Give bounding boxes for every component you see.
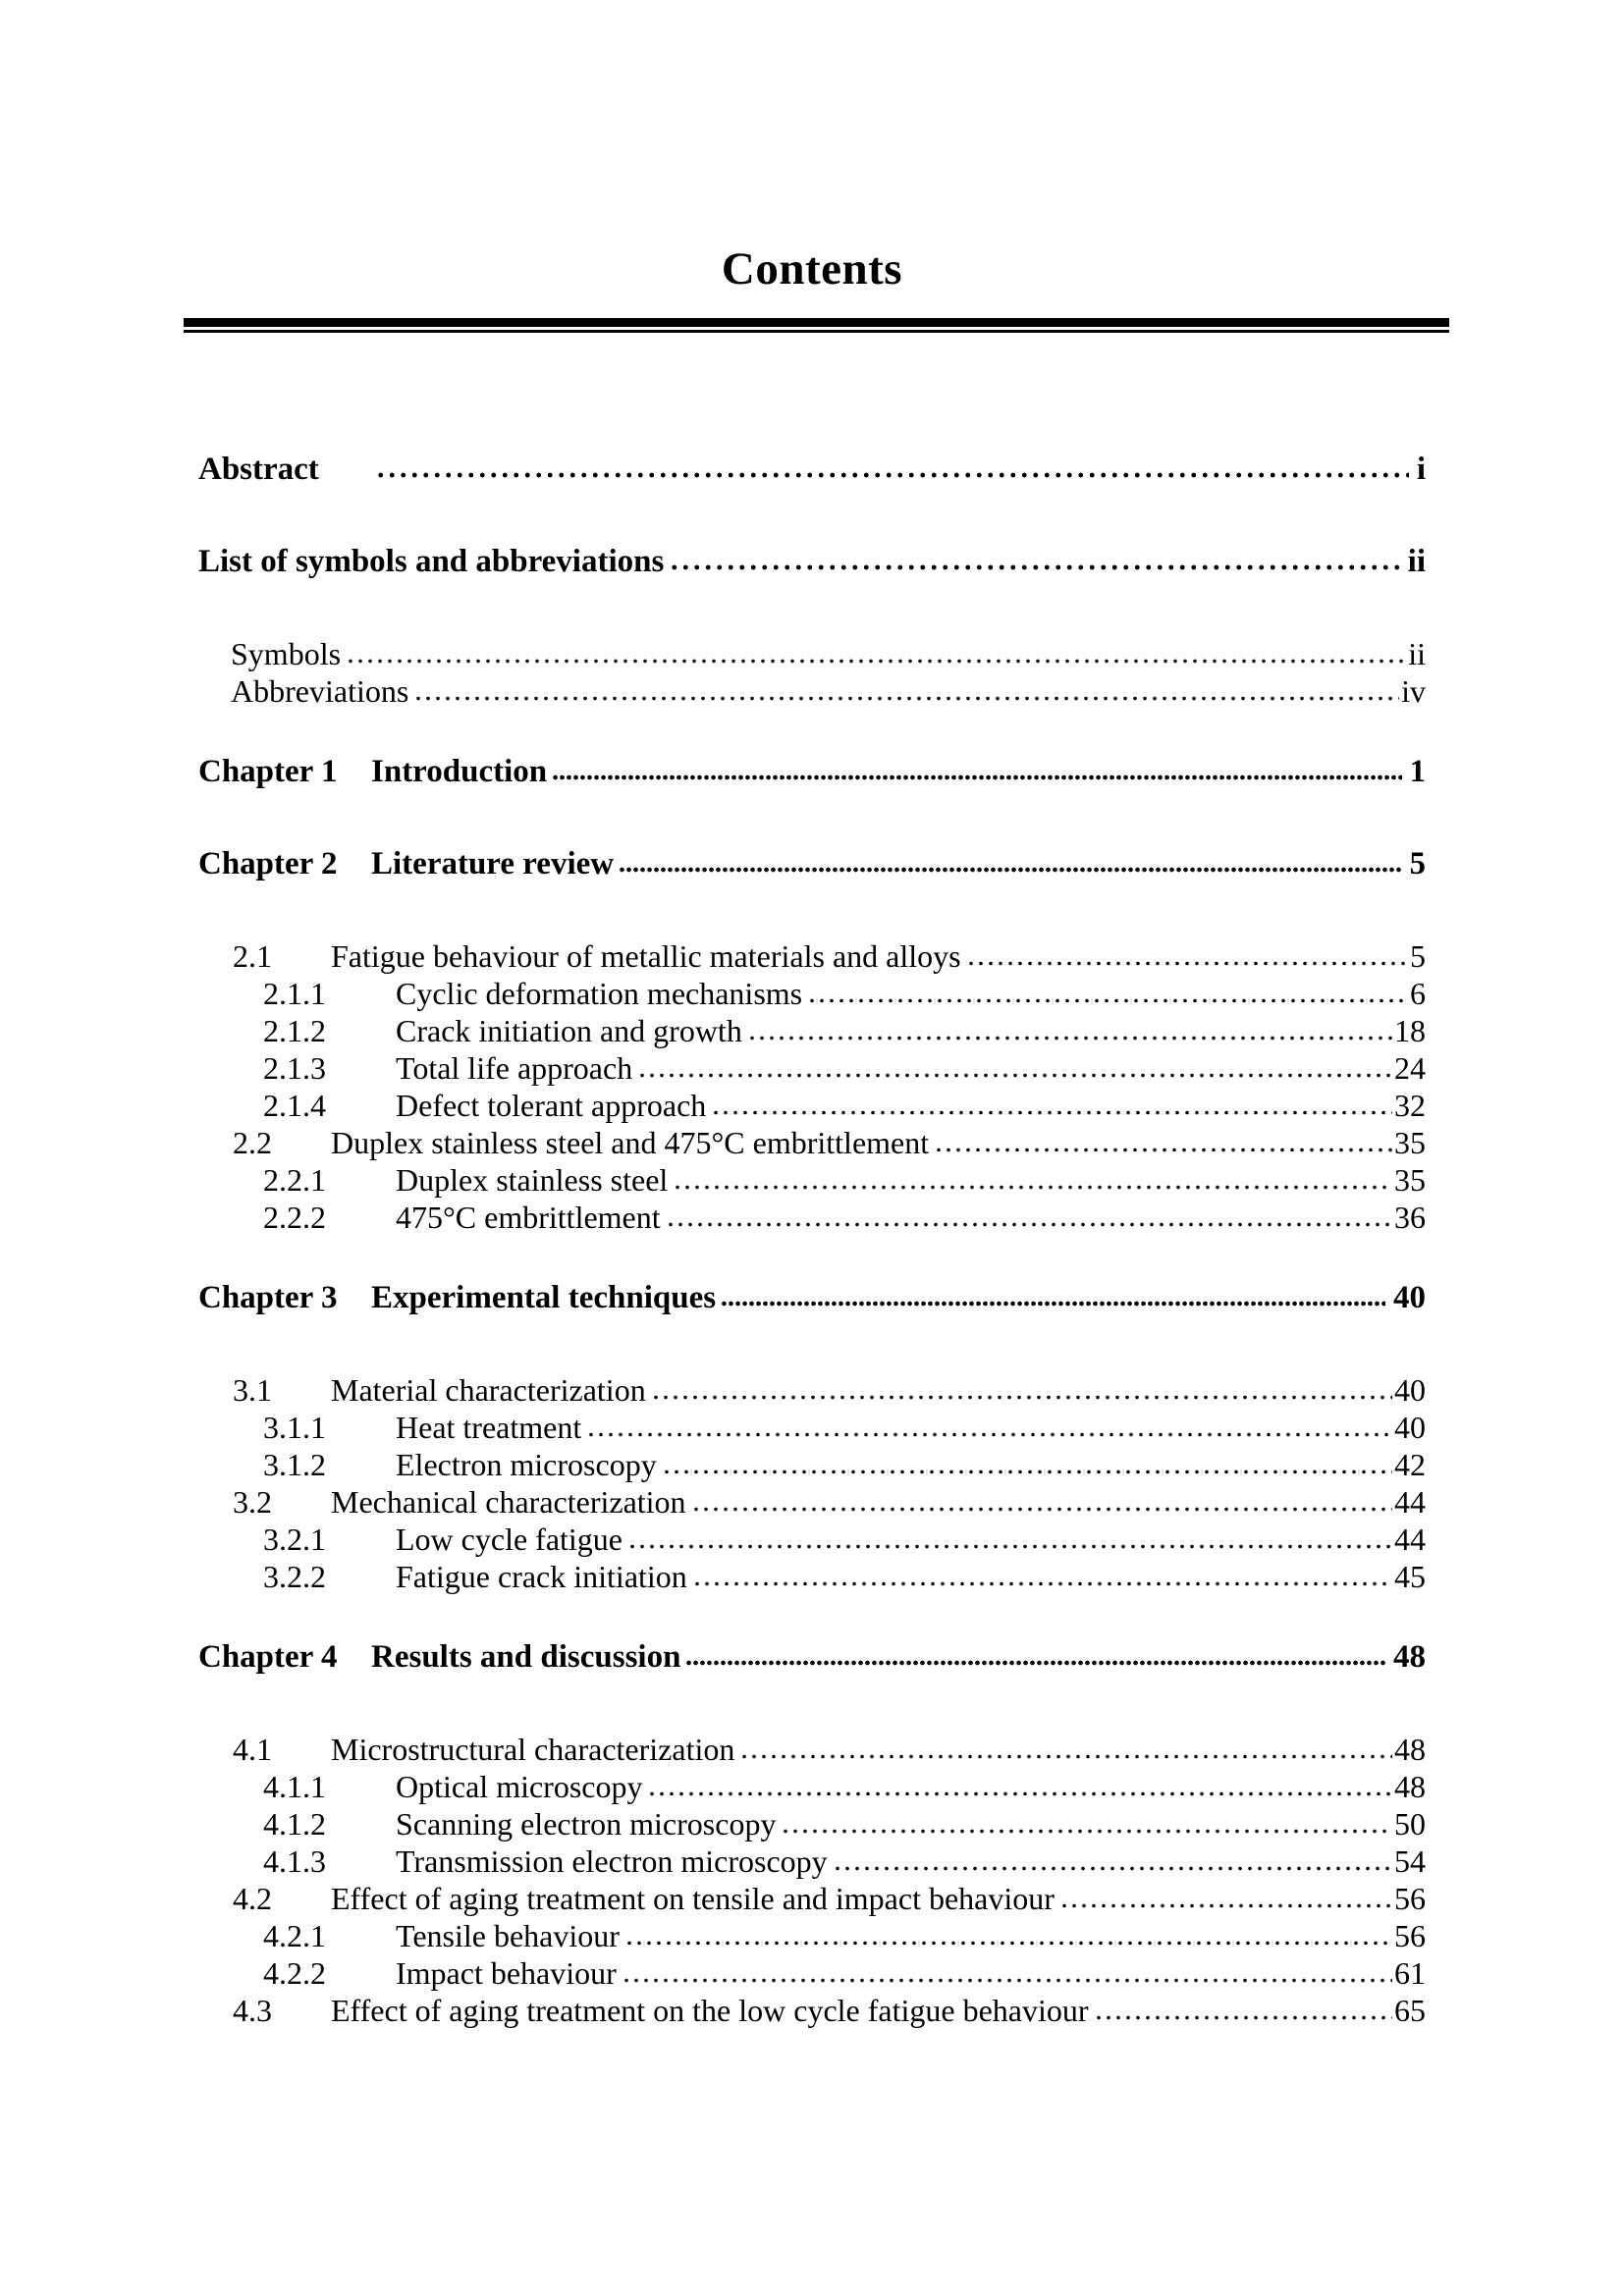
toc-entry-page: 32: [1394, 1088, 1426, 1123]
toc-entry: [198, 1638, 1426, 1676]
dot-leader: [413, 695, 1399, 702]
page-title: Contents: [721, 243, 903, 294]
toc-entry-number: 2.1.2: [263, 1013, 326, 1048]
toc-entry: [233, 1731, 1426, 1768]
dot-leader: [833, 1865, 1392, 1872]
dot-leader: [711, 1109, 1392, 1116]
toc-entry-page: 45: [1394, 1559, 1426, 1594]
toc-entry-number: 2.2: [233, 1125, 272, 1160]
toc-entry-title: Low cycle fatigue: [396, 1522, 623, 1557]
toc-entry-page: i: [1416, 452, 1426, 487]
dot-leader: [622, 1977, 1392, 1984]
toc-entry-page: 35: [1394, 1162, 1426, 1198]
toc-entry: [233, 1880, 1426, 1917]
toc-entry-page: 54: [1394, 1843, 1426, 1879]
toc-entry-page: 18: [1394, 1013, 1426, 1048]
dot-leader: [692, 1580, 1392, 1587]
toc-entry-number: 4.3: [233, 1993, 272, 2028]
toc-entry: [263, 975, 1426, 1012]
toc-entry-title: Results and discussion: [371, 1639, 681, 1675]
toc-entry-page: 24: [1394, 1050, 1426, 1086]
toc-entry-number: 3.2.1: [263, 1522, 326, 1557]
dot-leader: [624, 1940, 1392, 1947]
dot-leader: [807, 997, 1408, 1004]
dot-leader: [647, 1790, 1392, 1797]
toc-entry-page: 5: [1410, 938, 1426, 974]
toc-entry-number: 3.1: [233, 1372, 272, 1408]
toc-entry: [198, 543, 1426, 580]
toc-entry: [233, 1371, 1426, 1409]
toc-entry-page: 44: [1394, 1484, 1426, 1520]
toc-entry-title: Mechanical characterization: [331, 1484, 686, 1520]
toc-entry-title: Transmission electron microscopy: [396, 1843, 828, 1879]
toc-entry-title: Introduction: [371, 754, 548, 789]
toc-entry-title: 475°C embrittlement: [396, 1200, 661, 1235]
toc-entry-number: 4.1.1: [263, 1769, 326, 1804]
toc-entry-page: 40: [1393, 1280, 1426, 1315]
dot-leader: [739, 1753, 1392, 1760]
toc-entry: [233, 1483, 1426, 1521]
toc-entry-title: Abbreviations: [231, 673, 409, 709]
toc-entry-title: Tensile behaviour: [396, 1918, 620, 1953]
toc-entry-page: 61: [1394, 1955, 1426, 1991]
toc-entry-number: Chapter 3: [198, 1280, 338, 1315]
toc-entry: [263, 1049, 1426, 1087]
toc-entry-title: Scanning electron microscopy: [396, 1806, 777, 1842]
toc-entry-page: 48: [1393, 1639, 1426, 1675]
toc-entry: [198, 753, 1426, 790]
dot-leader: [662, 1468, 1392, 1475]
dot-leader: [586, 1431, 1392, 1438]
dot-leader: [721, 1300, 1385, 1308]
toc-entry: [233, 1992, 1426, 2029]
toc-entry: [263, 1087, 1426, 1124]
toc-entry-page: 65: [1394, 1993, 1426, 2028]
toc-entry-page: 35: [1394, 1125, 1426, 1160]
toc-entry: [198, 845, 1426, 882]
toc-entry-page: 5: [1409, 846, 1426, 881]
toc-entry-number: Chapter 1: [198, 754, 338, 789]
toc-entry-number: 4.1.3: [263, 1843, 326, 1879]
toc-entry-page: 1: [1409, 754, 1426, 789]
toc-entry-number: 2.1: [233, 938, 272, 974]
toc-entry: [263, 1446, 1426, 1483]
toc-entry-number: 3.1.2: [263, 1447, 326, 1482]
toc-entry-number: 3.2.2: [263, 1559, 326, 1594]
toc-entry-page: 40: [1394, 1372, 1426, 1408]
toc-entry-title: Duplex stainless steel: [396, 1162, 669, 1198]
dot-leader: [637, 1072, 1392, 1079]
toc-entry-title: Heat treatment: [396, 1410, 582, 1445]
toc-entry-title: Experimental techniques: [371, 1280, 717, 1315]
toc-entry-page: 44: [1394, 1522, 1426, 1557]
toc-entry-page: 6: [1410, 976, 1426, 1011]
toc-entry: [263, 1199, 1426, 1236]
toc-entry: [198, 451, 1426, 488]
toc-entry-page: 48: [1394, 1769, 1426, 1804]
toc-entry-page: 48: [1394, 1732, 1426, 1767]
toc-entry-number: Chapter 2: [198, 846, 338, 881]
toc-entry: [263, 1161, 1426, 1199]
table-of-contents: [0, 333, 1624, 2029]
toc-entry: [263, 1409, 1426, 1446]
toc-entry-title: Symbols: [231, 636, 342, 671]
toc-entry-number: 3.2: [233, 1484, 272, 1520]
toc-entry: [231, 635, 1426, 672]
toc-entry-number: 2.1.4: [263, 1088, 326, 1123]
toc-entry-title: Fatigue behaviour of metallic materials and alloys: [331, 938, 961, 974]
toc-entry-page: 42: [1394, 1447, 1426, 1482]
toc-entry-page: ii: [1408, 636, 1426, 671]
dot-leader: [781, 1828, 1392, 1835]
dot-leader: [627, 1543, 1392, 1550]
toc-entry-number: 2.2.1: [263, 1162, 326, 1198]
toc-entry: [198, 1279, 1426, 1316]
toc-entry: [263, 1012, 1426, 1049]
dot-leader: [673, 1184, 1392, 1191]
toc-entry-title: Crack initiation and growth: [396, 1013, 742, 1048]
toc-entry-page: 56: [1394, 1918, 1426, 1953]
toc-entry-page: 50: [1394, 1806, 1426, 1842]
toc-entry-number: 2.2.2: [263, 1200, 326, 1235]
dot-leader: [375, 471, 1409, 479]
toc-entry-number: Chapter 4: [198, 1639, 338, 1675]
title-divider-rule: [184, 318, 1449, 333]
toc-entry-title: List of symbols and abbreviations: [198, 544, 665, 579]
toc-entry-number: 4.1: [233, 1732, 272, 1767]
toc-entry-title: Defect tolerant approach: [396, 1088, 707, 1123]
toc-entry-number: 4.1.2: [263, 1806, 326, 1842]
dot-leader: [651, 1394, 1392, 1401]
toc-entry-title: Electron microscopy: [396, 1447, 657, 1482]
toc-entry-number: 4.2: [233, 1881, 272, 1916]
dot-leader: [552, 774, 1401, 781]
toc-entry-page: ii: [1407, 544, 1426, 579]
dot-leader: [685, 1659, 1385, 1667]
dot-leader: [1059, 1902, 1392, 1909]
toc-entry-title: Effect of aging treatment on the low cycle fatigue behaviour: [331, 1993, 1089, 2028]
toc-entry: [263, 1558, 1426, 1595]
toc-entry-page: 56: [1394, 1881, 1426, 1916]
toc-entry-page: iv: [1401, 673, 1426, 709]
toc-entry-title: Duplex stainless steel and 475°C embrittlement: [331, 1125, 930, 1160]
toc-entry: [263, 1842, 1426, 1880]
dot-leader: [346, 658, 1406, 665]
dot-leader: [1094, 2014, 1392, 2021]
toc-entry: [233, 1124, 1426, 1161]
toc-entry: [263, 1521, 1426, 1558]
toc-entry-title: Fatigue crack initiation: [396, 1559, 687, 1594]
toc-entry-title: Total life approach: [396, 1050, 633, 1086]
toc-entry: [263, 1768, 1426, 1805]
toc-entry-title: Abstract: [198, 452, 319, 487]
toc-entry-title: Literature review: [371, 846, 615, 881]
toc-entry-number: 2.1.1: [263, 976, 326, 1011]
toc-entry-title: Optical microscopy: [396, 1769, 643, 1804]
toc-entry-title: Microstructural characterization: [331, 1732, 735, 1767]
dot-leader: [934, 1147, 1392, 1153]
dot-leader: [669, 563, 1399, 571]
toc-entry-title: Impact behaviour: [396, 1955, 617, 1991]
dot-leader: [966, 960, 1408, 967]
toc-entry: [263, 1954, 1426, 1992]
dot-leader: [747, 1035, 1392, 1041]
toc-entry-page: 36: [1394, 1200, 1426, 1235]
toc-entry-number: 3.1.1: [263, 1410, 326, 1445]
toc-entry: [233, 937, 1426, 975]
toc-entry-title: Material characterization: [331, 1372, 646, 1408]
toc-entry-number: 4.2.1: [263, 1918, 326, 1953]
toc-entry-title: Cyclic deformation mechanisms: [396, 976, 803, 1011]
dot-leader: [666, 1221, 1392, 1228]
dot-leader: [691, 1506, 1392, 1513]
toc-entry: [263, 1805, 1426, 1842]
dot-leader: [619, 866, 1401, 874]
toc-entry-page: 40: [1394, 1410, 1426, 1445]
toc-entry: [231, 672, 1426, 710]
toc-entry-number: 4.2.2: [263, 1955, 326, 1991]
toc-entry-title: Effect of aging treatment on tensile and impact behaviour: [331, 1881, 1055, 1916]
toc-entry: [263, 1917, 1426, 1954]
toc-entry-number: 2.1.3: [263, 1050, 326, 1086]
